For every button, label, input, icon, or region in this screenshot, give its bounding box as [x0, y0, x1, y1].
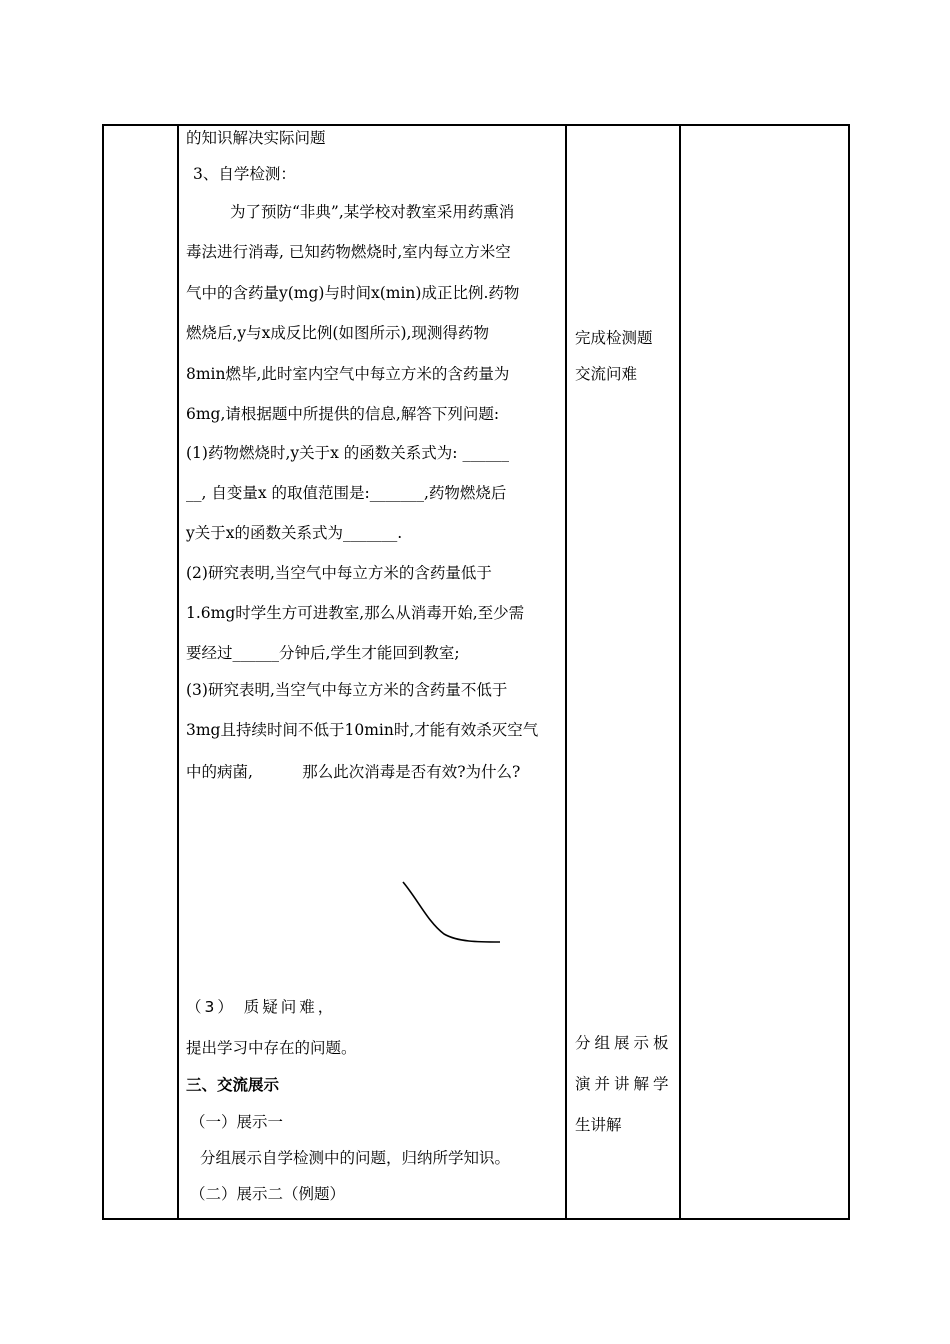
question-2: (2)研究表明,当空气中每立方米的含药量低于 — [186, 564, 492, 582]
text-line: 的知识解决实际问题 — [186, 129, 326, 147]
table-divider-2 — [565, 124, 567, 1220]
table-border-left — [102, 124, 104, 1220]
question-1-cont: __, 自变量x 的取值范围是:_______,药物燃烧后 — [186, 484, 507, 502]
question-2-cont: 1.6mg时学生方可进教室,那么从消毒开始,至少需 — [186, 604, 525, 622]
activity-text: 演并讲解学 — [575, 1075, 673, 1093]
question-2-cont: 要经过______分钟后,学生才能回到教室; — [186, 644, 460, 662]
table-border-right — [848, 124, 850, 1220]
problem-text: 燃烧后,y与x成反比例(如图所示),现测得药物 — [186, 324, 489, 342]
activity-text: 生讲解 — [575, 1116, 622, 1134]
section-heading: 三、交流展示 — [186, 1076, 280, 1094]
problem-text: 为了预防“非典”,某学校对教室采用药熏消 — [230, 203, 515, 221]
table-border-bottom — [102, 1218, 850, 1220]
text-line: 提出学习中存在的问题。 — [186, 1039, 357, 1057]
table-divider-3 — [679, 124, 681, 1220]
question-heading: （3） 质疑问难， — [186, 998, 337, 1016]
activity-text: 交流问难 — [575, 365, 638, 383]
question-3-cont: 3mg且持续时间不低于10min时,才能有效杀灭空气 — [186, 721, 539, 739]
problem-text: 气中的含药量y(mg)与时间x(min)成正比例.药物 — [186, 284, 520, 302]
inverse-curve-figure — [400, 878, 504, 948]
question-1: (1)药物燃烧时,y关于x 的函数关系式为: ______ — [186, 444, 509, 462]
table-border-top — [102, 124, 850, 126]
table-divider-1 — [177, 124, 179, 1220]
activity-text: 完成检测题 — [575, 329, 653, 347]
text-line: 分组展示自学检测中的问题，归纳所学知识。 — [200, 1149, 511, 1167]
problem-text: 毒法进行消毒, 已知药物燃烧时,室内每立方米空 — [186, 243, 511, 261]
section-heading: 3、自学检测： — [193, 165, 296, 183]
activity-text: 分组展示板 — [575, 1034, 673, 1052]
inverse-curve — [403, 882, 500, 942]
problem-text: 8min燃毕,此时室内空气中每立方米的含药量为 — [186, 365, 510, 383]
sub-heading: （一）展示一 — [190, 1113, 284, 1131]
problem-text: 6mg,请根据题中所提供的信息,解答下列问题: — [186, 405, 500, 423]
sub-heading: （二）展示二（例题） — [190, 1185, 346, 1203]
question-3: (3)研究表明,当空气中每立方米的含药量不低于 — [186, 681, 508, 699]
question-3-cont: 中的病菌, 那么此次消毒是否有效?为什么? — [186, 763, 521, 781]
question-1-cont: y关于x的函数关系式为_______. — [186, 524, 403, 542]
